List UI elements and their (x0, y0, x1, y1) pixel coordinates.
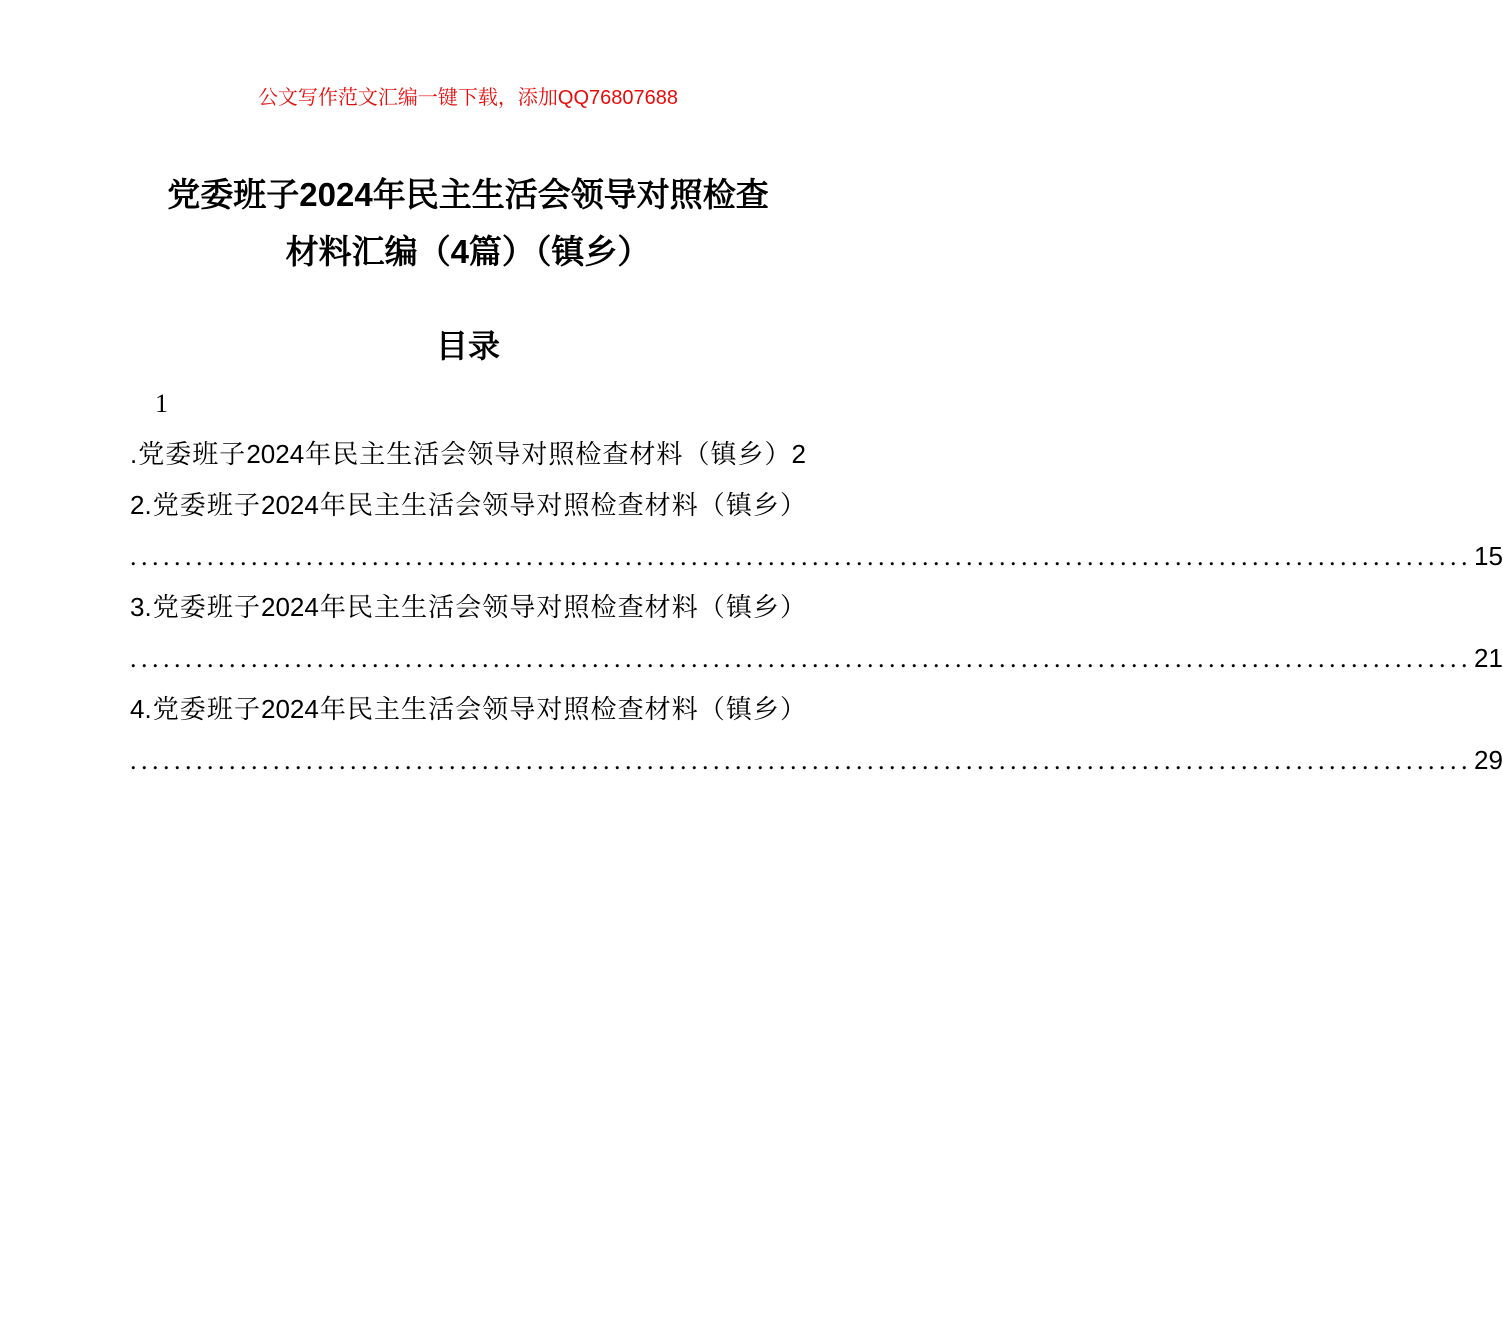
toc-leader-dots: .......................................................................................................................... (130, 542, 1472, 571)
toc-list (130, 378, 1503, 786)
toc-leader-dots: .......................................................................................................................... (130, 746, 1472, 775)
header-notice: 公文写作范文汇编一键下载，添加QQ76807688 (257, 87, 679, 109)
toc-entry-3-dots-line[interactable] (130, 633, 1503, 684)
toc-entry-4-text[interactable]: 4.党委班子2024年民主生活会领导对照检查材料（镇乡） (130, 694, 806, 724)
document-title-line-1: 党委班子2024年民主生活会领导对照检查 (167, 176, 769, 213)
toc-entry-2-text[interactable]: 2.党委班子2024年民主生活会领导对照检查材料（镇乡） (130, 490, 806, 520)
toc-entry-1-number[interactable]: 1 (155, 389, 168, 418)
toc-entry-3-page-number: 21 (1474, 643, 1503, 673)
toc-entry-3-text[interactable]: 3.党委班子2024年民主生活会领导对照检查材料（镇乡） (130, 592, 806, 622)
toc-leader-dots: .......................................................................................................................... (130, 644, 1472, 673)
toc-entry-1-text[interactable]: .党委班子2024年民主生活会领导对照检查材料（镇乡）2 (130, 439, 806, 469)
document-title (130, 166, 806, 280)
toc-entry-4-dots-line[interactable] (130, 735, 1503, 786)
toc-entry-4-page-number: 29 (1474, 745, 1503, 775)
toc-entry-2-page-number: 15 (1474, 541, 1503, 571)
toc-entry-2-dots-line[interactable] (130, 531, 1503, 582)
toc-heading: 目录 (435, 328, 500, 364)
document-title-line-2: 材料汇编（4篇）（镇乡） (285, 233, 651, 270)
